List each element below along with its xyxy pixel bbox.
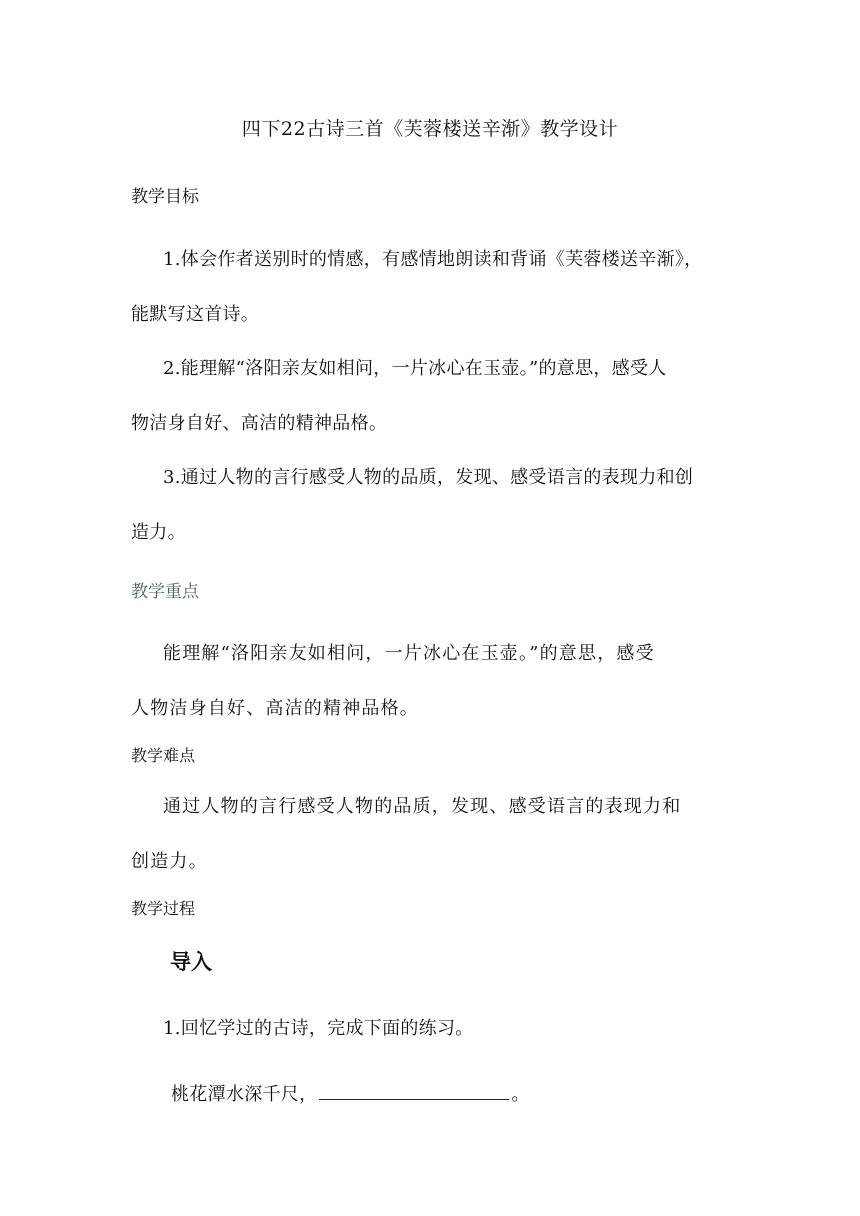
objective-item-1 xyxy=(131,232,731,342)
objective-item-2-line2: 物洁身自好、高洁的精神品格。 xyxy=(131,413,388,434)
intro-subheading: 导入 xyxy=(170,950,212,974)
objective-item-3 xyxy=(131,450,731,560)
process-heading: 教学过程 xyxy=(131,899,196,918)
key-point-heading: 教学重点 xyxy=(131,582,199,602)
fill-in-blank[interactable] xyxy=(319,1081,509,1100)
key-point-text xyxy=(131,626,731,736)
objective-item-2 xyxy=(131,341,731,451)
objective-item-3-line2: 造力。 xyxy=(131,522,186,543)
objective-item-1-line2: 能默写这首诗。 xyxy=(131,304,260,325)
objective-item-2-line1: 2.能理解“洛阳亲友如相问，一片冰心在玉壶。”的意思，感受人 xyxy=(163,358,667,379)
difficulty-heading: 教学难点 xyxy=(131,746,196,765)
objective-item-3-line1: 3.通过人物的言行感受人物的品质，发现、感受语言的表现力和创 xyxy=(163,467,694,488)
difficulty-text xyxy=(131,779,731,889)
objective-item-1-line1: 1.体会作者送别时的情感，有感情地朗读和背诵《芙蓉楼送辛渐》， xyxy=(163,249,703,270)
poem-exercise-prefix: 桃花潭水深千尺， xyxy=(171,1084,318,1105)
poem-exercise xyxy=(171,1080,530,1106)
difficulty-line1: 通过人物的言行感受人物的品质，发现、感受语言的表现力和 xyxy=(163,796,682,817)
key-point-line2: 人物洁身自好、高洁的精神品格。 xyxy=(131,698,419,719)
difficulty-line2: 创造力。 xyxy=(131,851,208,872)
poem-exercise-suffix: 。 xyxy=(511,1084,530,1105)
process-item-1: 1.回忆学过的古诗，完成下面的练习。 xyxy=(163,1018,474,1039)
document-title: 四下22古诗三首《芙蓉楼送辛渐》教学设计 xyxy=(241,118,619,140)
objectives-heading: 教学目标 xyxy=(131,187,199,207)
key-point-line1: 能理解“洛阳亲友如相问，一片冰心在玉壶。”的意思，感受 xyxy=(163,643,655,664)
